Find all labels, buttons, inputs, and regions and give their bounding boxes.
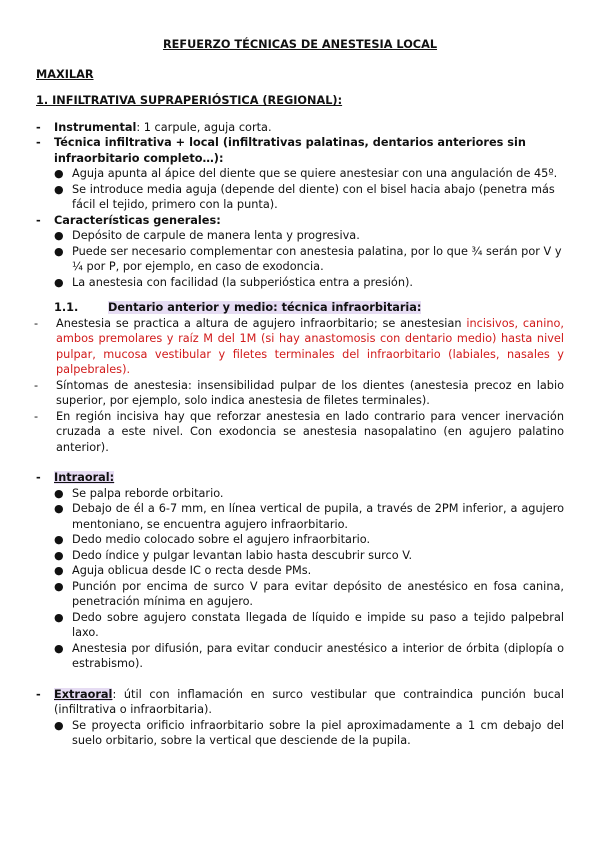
list-item [54,166,564,182]
page-title: REFUERZO TÉCNICAS DE ANESTESIA LOCAL [162,38,438,51]
list-item [54,275,564,291]
bullet-text: Dedo sobre agujero constata llegada de líquido e impide su paso a tejido palpebral laxo. [72,610,564,639]
subheading-label: Dentario anterior y medio: técnica infraorbitaria: [108,301,422,314]
caracteristicas-item [36,213,564,229]
bullet-icon: ● [54,486,64,500]
bullet-text: Depósito de carpule de manera lenta y progresiva. [72,229,360,242]
bullet-text: Se palpa reborde orbitario. [72,486,224,500]
list-item [36,316,564,378]
bullet-text: Dedo índice y pulgar levantan labio hasta descubrir surco V. [72,548,413,562]
list-item [54,486,564,502]
bullet-text: Puede ser necesario complementar con anestesia palatina, por lo que ¾ serán por V y ¼ por P, por ejemplo, en caso de exodoncia. [72,244,562,273]
item-text: En región incisiva hay que reforzar anestesia en lado contrario para vencer inervación cruzada a este nivel. Con exodoncia se anestesia nasopalatino (en agujero palatino anterior). [56,409,564,454]
dash-icon: - [36,471,41,484]
bullet-text: Aguja apunta al ápice del diente que se quiere anestesiar con una angulación de 45º. [72,167,558,180]
bullet-text: Anestesia por difusión, para evitar conducir anestésico a interior de órbita (diplopía o estrabismo). [72,641,564,670]
item-text-red: incisivos, canino, ambos premolares y raíz M del 1M (si hay anastomosis con dentario medio) hasta nivel pulpar, mucosa vestibular y filetes terminales del infraorbitario (labiales, nasales y palpebrales). [56,316,564,376]
subheading-dentario [54,300,564,316]
list-item [54,548,564,564]
list-item [36,409,564,456]
bullet-text: Se introduce media aguja (depende del diente) con el bisel hacia abajo (penetra más fácil el tejido, primero con la punta). [72,182,555,211]
bullet-text: Dedo medio colocado sobre el agujero infraorbitario. [72,533,371,546]
bullet-icon: ● [54,533,64,546]
dash-icon: - [34,409,39,423]
list-item [54,532,564,548]
bullet-icon: ● [54,182,64,196]
instrumental-label: Instrumental [54,120,137,134]
section-maxilar: MAXILAR [36,67,94,81]
dash-icon: - [36,687,41,701]
list-item [54,501,564,532]
bullet-icon: ● [54,641,64,655]
bullet-icon: ● [54,564,64,577]
dash-icon: - [36,136,41,149]
bullet-icon: ● [54,579,64,593]
list-item [36,378,564,409]
tecnica-label: Técnica infiltrativa + local (infiltrativas palatinas, dentarios anteriores sin infraorbitario completo…): [54,136,526,165]
list-item [54,182,564,213]
list-item [54,641,564,672]
item-text: Anestesia se practica a altura de agujero infraorbitario; se anestesian [56,316,467,330]
bullet-icon: ● [54,244,64,258]
extraoral-label: Extraoral [54,687,113,701]
tecnica-item [36,135,564,166]
intraoral-item [36,470,564,486]
bullet-icon: ● [54,275,64,289]
dash-icon: - [36,213,41,227]
list-item [54,228,564,244]
subheading-number: 1.1. [54,301,79,314]
list-item [54,610,564,641]
list-item [54,563,564,579]
heading-infiltrativa: 1. INFILTRATIVA SUPRAPERIÓSTICA (REGIONAL): [36,94,343,107]
bullet-icon: ● [54,502,64,515]
bullet-icon: ● [54,610,64,624]
bullet-text: Punción por encima de surco V para evitar depósito de anestésico en fosa canina, penetración mínima en agujero. [72,579,564,608]
bullet-icon: ● [54,229,64,242]
intraoral-label: Intraoral: [54,471,115,484]
extraoral-text: : útil con inflamación en surco vestibular que contraindica punción bucal (infiltrativa o infraorbitaria). [54,687,564,716]
bullet-text: Aguja oblicua desde IC o recta desde PMs. [72,564,312,577]
extraoral-item [36,687,564,718]
bullet-icon: ● [54,167,64,180]
item-text: Síntomas de anestesia: insensibilidad pulpar de los dientes (anestesia precoz en labio superior, por ejemplo, solo indica anestesia de filetes terminales). [56,378,564,407]
document-page [36,28,564,749]
bullet-text: La anestesia con facilidad (la subperióstica entra a presión). [72,275,413,289]
dash-icon: - [34,316,39,330]
bullet-text: Debajo de él a 6-7 mm, en línea vertical de pupila, a través de 2PM inferior, a agujero mentoniano, se encuentra agujero infraorbitario. [72,502,564,531]
instrumental-item [36,120,564,136]
list-item [54,579,564,610]
list-item [54,718,564,749]
instrumental-text: : 1 carpule, aguja corta. [136,120,272,134]
dash-icon: - [34,378,39,392]
dash-icon: - [36,120,41,134]
bullet-text: Se proyecta orificio infraorbitario sobre la piel aproximadamente a 1 cm debajo del suelo orbitario, sobre la vertical que desciende de la pupila. [72,718,564,747]
bullet-icon: ● [54,548,64,562]
bullet-icon: ● [54,718,64,732]
list-item [54,244,564,275]
caracteristicas-label: Características generales: [54,213,221,227]
